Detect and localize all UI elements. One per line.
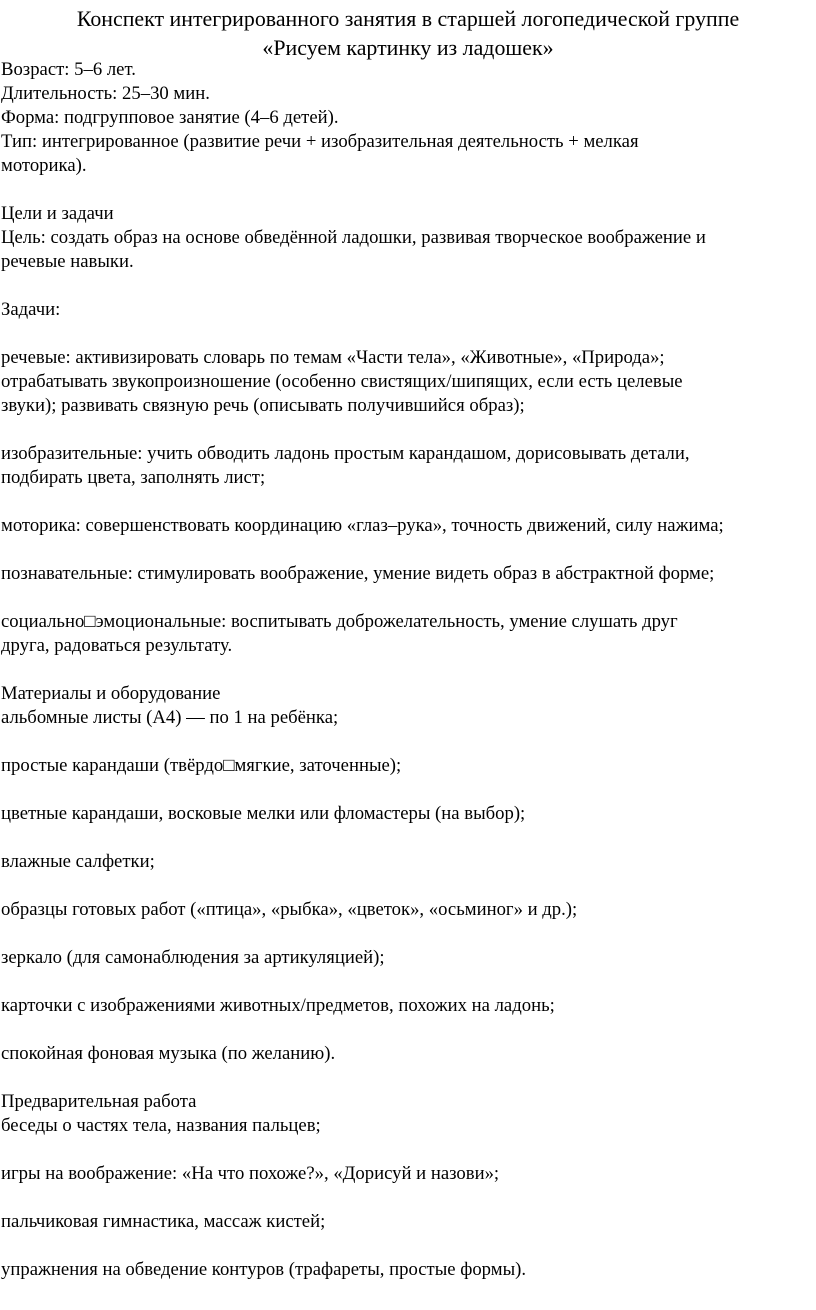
form-line: Форма: подгрупповое занятие (4–6 детей). xyxy=(1,107,339,128)
goals-heading: Цели и задачи xyxy=(1,203,114,224)
materials-item: влажные салфетки; xyxy=(1,851,155,872)
goal-line-2: речевые навыки. xyxy=(1,251,134,272)
preliminary-item: пальчиковая гимнастика, массаж кистей; xyxy=(1,1211,326,1232)
task-speech-line-3: звуки); развивать связную речь (описывать получившийся образ); xyxy=(1,395,525,416)
task-cognitive-line: познавательные: стимулировать воображение, умение видеть образ в абстрактной форме; xyxy=(1,563,715,584)
materials-item: простые карандаши (твёрдо□мягкие, заточенные); xyxy=(1,755,402,776)
materials-item: зеркало (для самонаблюдения за артикуляцией); xyxy=(1,947,385,968)
task-speech-line-1: речевые: активизировать словарь по темам «Части тела», «Животные», «Природа»; xyxy=(1,347,665,368)
materials-item: альбомные листы (А4) — по 1 на ребёнка; xyxy=(1,707,339,728)
goal-line-1: Цель: создать образ на основе обведённой ладошки, развивая творческое воображение и xyxy=(1,227,706,248)
materials-heading: Материалы и оборудование xyxy=(1,683,221,704)
document-title-line-2: «Рисуем картинку из ладошек» xyxy=(262,35,554,60)
task-visual-line-2: подбирать цвета, заполнять лист; xyxy=(1,467,266,488)
task-speech-line-2: отрабатывать звукопроизношение (особенно свистящих/шипящих, если есть целевые xyxy=(1,371,683,392)
type-line-2: моторика). xyxy=(1,155,87,176)
age-line: Возраст: 5–6 лет. xyxy=(1,59,136,80)
preliminary-item: беседы о частях тела, названия пальцев; xyxy=(1,1115,321,1136)
type-line-1: Тип: интегрированное (развитие речи + изобразительная деятельность + мелкая xyxy=(1,131,639,152)
materials-item: карточки с изображениями животных/предметов, похожих на ладонь; xyxy=(1,995,555,1016)
task-visual-line-1: изобразительные: учить обводить ладонь простым карандашом, дорисовывать детали, xyxy=(1,443,690,464)
document-title-line-1: Конспект интегрированного занятия в старшей логопедической группе xyxy=(76,6,740,31)
tasks-heading: Задачи: xyxy=(1,299,61,320)
task-social-line-2: друга, радоваться результату. xyxy=(1,635,233,656)
preliminary-heading: Предварительная работа xyxy=(1,1091,197,1112)
duration-line: Длительность: 25–30 мин. xyxy=(1,83,210,104)
preliminary-item: игры на воображение: «На что похоже?», «Дорисуй и назови»; xyxy=(1,1163,500,1184)
materials-item: образцы готовых работ («птица», «рыбка», «цветок», «осьминог» и др.); xyxy=(1,899,578,920)
preliminary-item: упражнения на обведение контуров (трафареты, простые формы). xyxy=(1,1259,527,1280)
task-motor-line: моторика: совершенствовать координацию «глаз–рука», точность движений, силу нажима; xyxy=(1,515,724,536)
materials-item: цветные карандаши, восковые мелки или фломастеры (на выбор); xyxy=(1,803,526,824)
materials-item: спокойная фоновая музыка (по желанию). xyxy=(1,1043,336,1064)
task-social-line-1: социально□эмоциональные: воспитывать доброжелательность, умение слушать друг xyxy=(1,611,678,632)
